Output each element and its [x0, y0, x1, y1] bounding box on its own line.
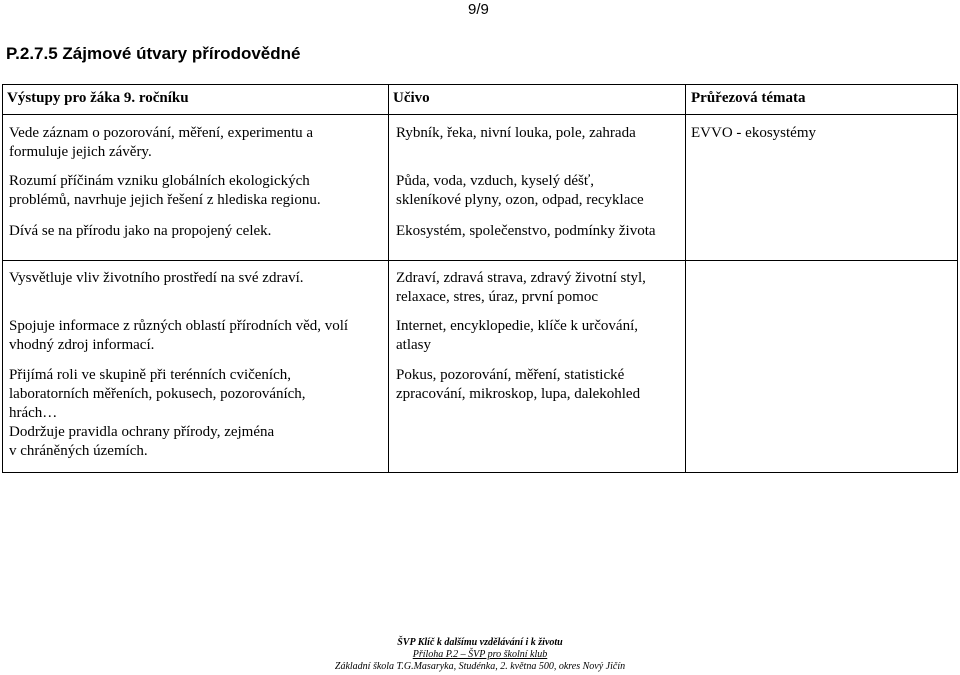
content-line: Internet, encyklopedie, klíče k určování, [396, 318, 638, 334]
curriculum-table [2, 84, 958, 473]
table-header [3, 85, 957, 115]
output-line: Spojuje informace z různých oblastí přírodních věd, volí [9, 318, 349, 334]
outputs-cell [9, 222, 271, 241]
output-line: Vysvětluje vliv životního prostředí na své zdraví. [9, 270, 304, 286]
content-line: Zdraví, zdravá strava, zdravý životní styl, [396, 270, 646, 286]
footer-school-address: Základní škola T.G.Masaryka, Studénka, 2. května 500, okres Nový Jičín [334, 661, 626, 672]
output-line: Přijímá roli ve skupině při terénních cvičeních, [9, 367, 291, 383]
output-line: hrách… [9, 405, 58, 421]
content-line: zpracování, mikroskop, lupa, dalekohled [396, 386, 641, 402]
content-line: relaxace, stres, úraz, první pomoc [396, 289, 598, 305]
topics-cell [691, 124, 816, 143]
output-line: Dívá se na přírodu jako na propojený celek. [9, 223, 272, 239]
content-line: Ekosystém, společenstvo, podmínky života [396, 223, 656, 239]
content-cell [396, 317, 638, 355]
outputs-cell [9, 366, 306, 423]
page-number: 9/9 [468, 1, 489, 18]
output-line: formuluje jejich závěry. [9, 144, 152, 160]
content-line: Rybník, řeka, nivní louka, pole, zahrada [396, 125, 636, 141]
page-footer [0, 637, 960, 673]
outputs-cell [9, 124, 313, 162]
content-line: Půda, voda, vzduch, kyselý déšť, [396, 173, 595, 189]
content-line: atlasy [396, 337, 431, 353]
outputs-cell [9, 269, 304, 288]
topics-line: EVVO - ekosystémy [691, 125, 816, 141]
outputs-cell [9, 423, 274, 461]
content-cell [396, 366, 640, 404]
output-line: Rozumí příčinám vzniku globálních ekologických [9, 173, 310, 189]
output-line: Dodržuje pravidla ochrany přírody, zejména [9, 424, 275, 440]
output-line: problémů, navrhuje jejich řešení z hlediska regionu. [9, 192, 321, 208]
column-divider [388, 85, 389, 472]
content-cell [396, 124, 636, 143]
outputs-cell [9, 172, 321, 210]
output-line: v chráněných územích. [9, 443, 148, 459]
output-line: laboratorních měřeních, pokusech, pozorováních, [9, 386, 306, 402]
content-cell [396, 269, 646, 307]
header-topics: Průřezová témata [691, 90, 806, 106]
outputs-cell [9, 317, 348, 355]
output-line: vhodný zdroj informací. [9, 337, 155, 353]
content-cell [396, 222, 656, 241]
output-line: Vede záznam o pozorování, měření, experimentu a [9, 125, 314, 141]
content-line: skleníkové plyny, ozon, odpad, recyklace [396, 192, 644, 208]
content-cell [396, 172, 644, 210]
column-divider [685, 85, 686, 472]
header-outputs: Výstupy pro žáka 9. ročníku [7, 90, 189, 106]
row-divider [3, 260, 957, 261]
footer-attachment: Příloha P.2 – ŠVP pro školní klub [412, 649, 548, 660]
content-line: Pokus, pozorování, měření, statistické [396, 367, 625, 383]
header-content: Učivo [393, 90, 430, 106]
section-title: P.2.7.5 Zájmové útvary přírodovědné [6, 44, 301, 63]
footer-program-name: ŠVP Klíč k dalšímu vzdělávání i k životu [397, 637, 563, 648]
